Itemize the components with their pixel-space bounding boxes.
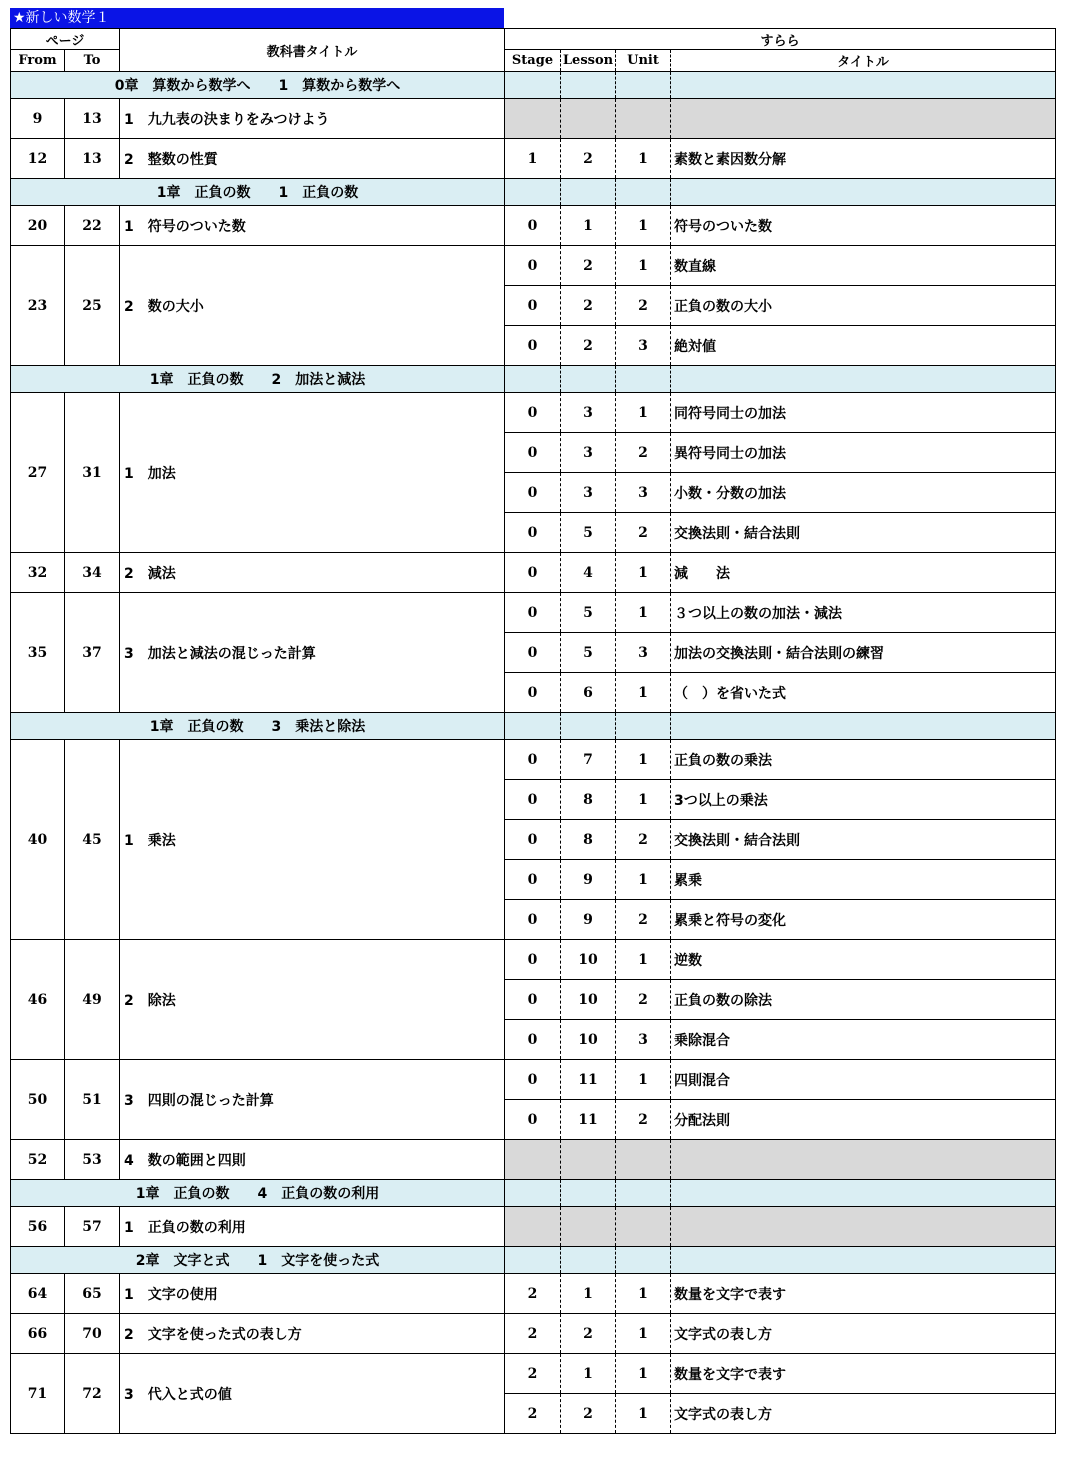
section-heading: 2章 文字と式 1 文字を使った式: [11, 1247, 505, 1274]
section-heading: 1章 正負の数 2 加法と減法: [11, 366, 505, 393]
page-from: 23: [11, 246, 65, 366]
textbook-title: 2 整数の性質: [120, 139, 505, 179]
section-fill-stage: [505, 1180, 561, 1207]
table-row: [11, 139, 1056, 179]
section-heading: 1章 正負の数 3 乗法と除法: [11, 713, 505, 740]
surala-title: 符号のついた数: [671, 206, 1056, 246]
stage-cell: 0: [505, 593, 561, 633]
page-to: 72: [65, 1354, 120, 1434]
textbook-title: 1 九九表の決まりをみつけよう: [120, 99, 505, 139]
empty-lesson: [561, 99, 616, 139]
surala-title: 累乗と符号の変化: [671, 900, 1056, 940]
section-fill-lesson: [561, 713, 616, 740]
stage-cell: 0: [505, 393, 561, 433]
unit-cell: 1: [616, 593, 671, 633]
stage-cell: 0: [505, 246, 561, 286]
page-from: 35: [11, 593, 65, 713]
surala-title: 正負の数の乗法: [671, 740, 1056, 780]
page-to: 25: [65, 246, 120, 366]
surala-title: 数直線: [671, 246, 1056, 286]
unit-cell: 1: [616, 940, 671, 980]
stage-cell: 2: [505, 1394, 561, 1434]
table-body: [11, 72, 1056, 1434]
stage-cell: 0: [505, 286, 561, 326]
surala-title: 文字式の表し方: [671, 1314, 1056, 1354]
section-fill-title: [671, 713, 1056, 740]
page-from: 46: [11, 940, 65, 1060]
page-to: 13: [65, 99, 120, 139]
surala-title: 逆数: [671, 940, 1056, 980]
unit-cell: 1: [616, 1354, 671, 1394]
lesson-cell: 1: [561, 1274, 616, 1314]
stage-cell: 0: [505, 980, 561, 1020]
table-header: [11, 29, 1056, 72]
unit-cell: 2: [616, 433, 671, 473]
unit-cell: 1: [616, 1314, 671, 1354]
section-fill-title: [671, 1247, 1056, 1274]
textbook-title: 1 加法: [120, 393, 505, 553]
stage-cell: 0: [505, 1100, 561, 1140]
unit-cell: 1: [616, 673, 671, 713]
table-row: [11, 246, 1056, 286]
table-row: [11, 553, 1056, 593]
stage-cell: 0: [505, 740, 561, 780]
surala-title: 交換法則・結合法則: [671, 820, 1056, 860]
lesson-cell: 2: [561, 326, 616, 366]
lesson-cell: 7: [561, 740, 616, 780]
section-row: [11, 366, 1056, 393]
unit-cell: 2: [616, 820, 671, 860]
section-row: [11, 72, 1056, 99]
textbook-title: 1 正負の数の利用: [120, 1207, 505, 1247]
lesson-header: Lesson: [561, 50, 616, 72]
page-from: 40: [11, 740, 65, 940]
unit-cell: 1: [616, 1394, 671, 1434]
stage-cell: 0: [505, 633, 561, 673]
empty-unit: [616, 1207, 671, 1247]
section-fill-stage: [505, 179, 561, 206]
surala-title: 累乗: [671, 860, 1056, 900]
textbook-title: 1 乗法: [120, 740, 505, 940]
stage-cell: 0: [505, 1060, 561, 1100]
unit-cell: 1: [616, 740, 671, 780]
section-fill-stage: [505, 72, 561, 99]
surala-title: 四則混合: [671, 1060, 1056, 1100]
stage-cell: 1: [505, 139, 561, 179]
stage-cell: 0: [505, 900, 561, 940]
page-to: 22: [65, 206, 120, 246]
surala-title: 加法の交換法則・結合法則の練習: [671, 633, 1056, 673]
textbook-title: 2 数の大小: [120, 246, 505, 366]
section-row: [11, 1247, 1056, 1274]
table-row: [11, 593, 1056, 633]
stage-cell: 0: [505, 513, 561, 553]
lesson-cell: 5: [561, 633, 616, 673]
unit-cell: 1: [616, 393, 671, 433]
page-to: 13: [65, 139, 120, 179]
page-to: 53: [65, 1140, 120, 1180]
unit-cell: 3: [616, 326, 671, 366]
title-header: タイトル: [671, 50, 1056, 72]
textbook-title: 2 除法: [120, 940, 505, 1060]
page-to: 45: [65, 740, 120, 940]
section-fill-title: [671, 179, 1056, 206]
unit-cell: 1: [616, 246, 671, 286]
lesson-cell: 1: [561, 206, 616, 246]
unit-cell: 2: [616, 513, 671, 553]
textbook-title: 4 数の範囲と四則: [120, 1140, 505, 1180]
textbook-title: 1 符号のついた数: [120, 206, 505, 246]
empty-stage: [505, 1140, 561, 1180]
page-to: 65: [65, 1274, 120, 1314]
unit-cell: 3: [616, 473, 671, 513]
stage-cell: 2: [505, 1354, 561, 1394]
stage-cell: 0: [505, 780, 561, 820]
surala-title: 正負の数の除法: [671, 980, 1056, 1020]
lesson-cell: 5: [561, 513, 616, 553]
sheet-title: ★新しい数学１: [10, 8, 504, 28]
stage-cell: 0: [505, 673, 561, 713]
surala-title: 乗除混合: [671, 1020, 1056, 1060]
textbook-title: 2 減法: [120, 553, 505, 593]
page-to: 70: [65, 1314, 120, 1354]
section-fill-lesson: [561, 179, 616, 206]
stage-cell: 0: [505, 940, 561, 980]
unit-cell: 1: [616, 1274, 671, 1314]
textbook-title: 2 文字を使った式の表し方: [120, 1314, 505, 1354]
lesson-cell: 2: [561, 246, 616, 286]
section-fill-unit: [616, 1180, 671, 1207]
section-fill-unit: [616, 179, 671, 206]
surala-title: 3つ以上の乗法: [671, 780, 1056, 820]
surala-title: 数量を文字で表す: [671, 1274, 1056, 1314]
empty-stage: [505, 1207, 561, 1247]
table-row: [11, 1207, 1056, 1247]
empty-title: [671, 99, 1056, 139]
lesson-cell: 2: [561, 286, 616, 326]
textbook-title: 3 加法と減法の混じった計算: [120, 593, 505, 713]
unit-cell: 3: [616, 1020, 671, 1060]
page-from: 20: [11, 206, 65, 246]
page-from: 12: [11, 139, 65, 179]
textbook-title: 3 四則の混じった計算: [120, 1060, 505, 1140]
empty-title: [671, 1207, 1056, 1247]
curriculum-table: [10, 28, 1056, 1434]
unit-cell: 2: [616, 286, 671, 326]
stage-cell: 0: [505, 1020, 561, 1060]
unit-cell: 1: [616, 1060, 671, 1100]
surala-title: 減 法: [671, 553, 1056, 593]
unit-cell: 1: [616, 206, 671, 246]
section-fill-unit: [616, 1247, 671, 1274]
empty-unit: [616, 99, 671, 139]
table-row: [11, 1060, 1056, 1100]
unit-cell: 3: [616, 633, 671, 673]
lesson-cell: 2: [561, 1314, 616, 1354]
page-from: 71: [11, 1354, 65, 1434]
unit-cell: 2: [616, 980, 671, 1020]
section-heading: 1章 正負の数 1 正負の数: [11, 179, 505, 206]
surala-title: 異符号同士の加法: [671, 433, 1056, 473]
surala-title: 絶対値: [671, 326, 1056, 366]
section-fill-lesson: [561, 366, 616, 393]
stage-cell: 0: [505, 433, 561, 473]
textbook-title: 1 文字の使用: [120, 1274, 505, 1314]
unit-cell: 2: [616, 900, 671, 940]
table-row: [11, 940, 1056, 980]
stage-cell: 0: [505, 326, 561, 366]
lesson-cell: 8: [561, 820, 616, 860]
lesson-cell: 10: [561, 980, 616, 1020]
lesson-cell: 11: [561, 1060, 616, 1100]
surala-title: 素数と素因数分解: [671, 139, 1056, 179]
table-row: [11, 1354, 1056, 1394]
unit-cell: 1: [616, 553, 671, 593]
section-fill-unit: [616, 366, 671, 393]
page-from: 27: [11, 393, 65, 553]
section-fill-title: [671, 366, 1056, 393]
lesson-cell: 3: [561, 433, 616, 473]
page-to: 37: [65, 593, 120, 713]
page-to: 51: [65, 1060, 120, 1140]
lesson-cell: 8: [561, 780, 616, 820]
stage-cell: 0: [505, 553, 561, 593]
lesson-cell: 9: [561, 860, 616, 900]
lesson-cell: 6: [561, 673, 616, 713]
stage-cell: 0: [505, 820, 561, 860]
lesson-cell: 11: [561, 1100, 616, 1140]
lesson-cell: 10: [561, 940, 616, 980]
table-row: [11, 206, 1056, 246]
section-row: [11, 713, 1056, 740]
table-row: [11, 99, 1056, 139]
table-row: [11, 1314, 1056, 1354]
surala-title: 文字式の表し方: [671, 1394, 1056, 1434]
stage-cell: 0: [505, 206, 561, 246]
textbook-title: 3 代入と式の値: [120, 1354, 505, 1434]
page-from: 52: [11, 1140, 65, 1180]
surala-title: 数量を文字で表す: [671, 1354, 1056, 1394]
lesson-cell: 2: [561, 139, 616, 179]
stage-header: Stage: [505, 50, 561, 72]
surala-header: すらら: [505, 29, 1056, 50]
table-row: [11, 393, 1056, 433]
page-from: 66: [11, 1314, 65, 1354]
section-fill-lesson: [561, 1180, 616, 1207]
surala-title: ３つ以上の数の加法・減法: [671, 593, 1056, 633]
empty-stage: [505, 99, 561, 139]
unit-cell: 1: [616, 780, 671, 820]
section-fill-title: [671, 72, 1056, 99]
section-fill-lesson: [561, 1247, 616, 1274]
section-fill-unit: [616, 713, 671, 740]
page-to: 34: [65, 553, 120, 593]
section-fill-unit: [616, 72, 671, 99]
lesson-cell: 2: [561, 1394, 616, 1434]
lesson-cell: 5: [561, 593, 616, 633]
lesson-cell: 1: [561, 1354, 616, 1394]
stage-cell: 2: [505, 1274, 561, 1314]
section-heading: 1章 正負の数 4 正負の数の利用: [11, 1180, 505, 1207]
surala-title: 同符号同士の加法: [671, 393, 1056, 433]
page-from: 9: [11, 99, 65, 139]
section-fill-stage: [505, 1247, 561, 1274]
unit-header: Unit: [616, 50, 671, 72]
empty-title: [671, 1140, 1056, 1180]
table-row: [11, 1140, 1056, 1180]
textbook-title-header: 教科書タイトル: [120, 29, 505, 72]
section-fill-stage: [505, 366, 561, 393]
stage-cell: 0: [505, 473, 561, 513]
page-to: 49: [65, 940, 120, 1060]
table-row: [11, 1274, 1056, 1314]
table-row: [11, 740, 1056, 780]
page-to: 31: [65, 393, 120, 553]
section-fill-lesson: [561, 72, 616, 99]
surala-title: （ ）を省いた式: [671, 673, 1056, 713]
from-header: From: [11, 50, 65, 72]
page-from: 64: [11, 1274, 65, 1314]
empty-unit: [616, 1140, 671, 1180]
section-heading: 0章 算数から数学へ 1 算数から数学へ: [11, 72, 505, 99]
surala-title: 交換法則・結合法則: [671, 513, 1056, 553]
section-fill-stage: [505, 713, 561, 740]
page-from: 32: [11, 553, 65, 593]
surala-title: 分配法則: [671, 1100, 1056, 1140]
surala-title: 小数・分数の加法: [671, 473, 1056, 513]
lesson-cell: 10: [561, 1020, 616, 1060]
lesson-cell: 4: [561, 553, 616, 593]
empty-lesson: [561, 1140, 616, 1180]
surala-title: 正負の数の大小: [671, 286, 1056, 326]
section-row: [11, 1180, 1056, 1207]
empty-lesson: [561, 1207, 616, 1247]
unit-cell: 1: [616, 860, 671, 900]
section-fill-title: [671, 1180, 1056, 1207]
page-from: 56: [11, 1207, 65, 1247]
lesson-cell: 3: [561, 393, 616, 433]
page-to: 57: [65, 1207, 120, 1247]
stage-cell: 2: [505, 1314, 561, 1354]
stage-cell: 0: [505, 860, 561, 900]
section-row: [11, 179, 1056, 206]
page-from: 50: [11, 1060, 65, 1140]
unit-cell: 1: [616, 139, 671, 179]
unit-cell: 2: [616, 1100, 671, 1140]
lesson-cell: 9: [561, 900, 616, 940]
to-header: To: [65, 50, 120, 72]
page-header: ページ: [11, 29, 120, 50]
lesson-cell: 3: [561, 473, 616, 513]
